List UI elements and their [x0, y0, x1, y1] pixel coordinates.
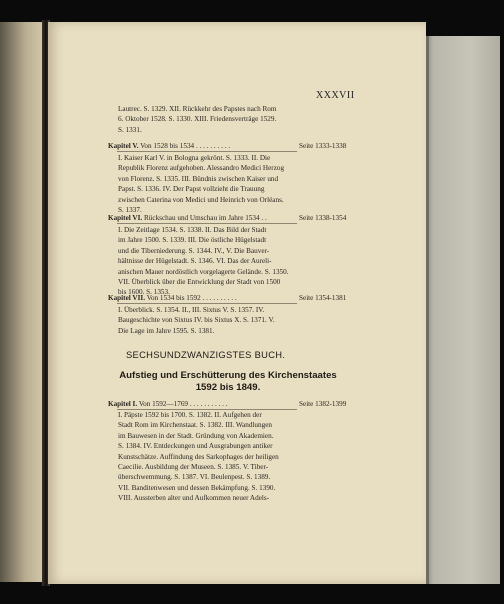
chapter-heading-i — [108, 399, 348, 409]
text-line: I. Päpste 1592 bis 1700. S. 1382. II. Aufgehen der — [118, 411, 262, 419]
rule — [117, 223, 297, 224]
page-number: XXXVII — [316, 90, 355, 101]
chapter-title: Von 1534 bis 1592 — [146, 294, 201, 302]
text-line: bis 1600. S. 1353. — [118, 288, 170, 297]
text-line: I. Die Zeitlage 1534. S. 1338. II. Das Bild der Stadt — [118, 226, 267, 234]
leader-dots: . . . . . . . . . . — [195, 142, 231, 150]
cover-shadow — [426, 36, 429, 584]
text-line: VII. Banditenwesen und dessen Bekämpfung. S. 1390. — [118, 483, 276, 492]
chapter-title: Rückschau und Umschau im Jahre 1534 — [144, 214, 260, 222]
chapter-title: Von 1592—1769 — [138, 400, 189, 408]
chapter-label: Kapitel I. — [108, 400, 138, 408]
text-line: Kunstschätze. Auffindung des Sarkophages der heiligen — [118, 452, 279, 461]
text-line: I. Überblick. S. 1354. II., III. Sixtus V. S. 1357. IV. — [118, 306, 265, 314]
chapter-label: Kapitel V. — [108, 142, 139, 150]
book-subtitle-line: 1592 bis 1849. — [195, 382, 261, 393]
rule — [117, 303, 297, 304]
leader-dots: . . — [261, 214, 267, 222]
text-line: S. 1337. — [118, 206, 142, 215]
left-page-edge — [0, 22, 46, 582]
text-line: Lautrec. S. 1329. XII. Rückkehr des Papstes nach Rom — [118, 105, 277, 113]
book-title: SECHSUNDZWANZIGSTES BUCH. — [126, 349, 286, 360]
book-cover-edge — [426, 36, 500, 584]
book-subtitle-line: Aufstieg und Erschütterung des Kirchenstaates — [119, 370, 337, 381]
text-line: Papst. S. 1336. IV. Der Papst vollzieht die Trauung — [118, 185, 265, 194]
text-line: überschwemmung. S. 1387. VI. Beulenpest. S. 1389. — [118, 473, 271, 482]
text-line: S. 1331. — [118, 125, 142, 134]
text-line: Baugeschichte von Sixtus IV. bis Sixtus X. S. 1371. V. — [118, 316, 275, 325]
chapter-pages: Seite 1338-1354 — [299, 214, 347, 222]
text-line: im Bauwesen in der Stadt. Gründung von Akademien. — [118, 431, 274, 440]
chapter-heading-v — [108, 141, 348, 151]
text-line: hältnisse der Hügelstadt. S. 1346. VI. Das der Aureli- — [118, 257, 272, 266]
chapter-summary-v — [118, 153, 298, 215]
text-line: Die Lage im Jahre 1595. S. 1381. — [118, 326, 215, 335]
text-line: im Jahre 1500. S. 1339. III. Die östliche Hügelstadt — [118, 236, 267, 245]
text-line: und die Tiberniederung. S. 1344. IV., V. Die Bauver- — [118, 246, 270, 255]
chapter-summary-vi — [118, 225, 298, 298]
text-line: S. 1384. IV. Entdeckungen und Ausgrabungen antiker — [118, 442, 273, 451]
text-line: VII. Überblick über die Entwicklung der Stadt von 1500 — [118, 278, 281, 287]
text-line: Stadt Rom im Kirchenstaat. S. 1382. III. Wandlungen — [118, 421, 272, 430]
text-line: 6. Oktober 1528. S. 1330. XIII. Friedensverträge 1529. — [118, 115, 277, 124]
text-line: Caecilie. Ausbildung der Museen. S. 1385. V. Tiber- — [118, 463, 269, 472]
chapter-summary-i — [118, 410, 298, 504]
text-line: von Florenz. S. 1335. III. Bündnis zwischen Kaiser und — [118, 174, 279, 183]
text-line: VIII. Aussterben alter und Aufkommen neuer Adels- — [118, 494, 270, 503]
text-line: I. Kaiser Karl V. in Bologna gekrönt. S. 1333. II. Die — [118, 154, 271, 162]
chapter-summary-vii — [118, 305, 298, 336]
text-line: zwischen Caterina von Medici und Heinrich von Orléans. — [118, 195, 284, 204]
prev-chapter-text — [118, 104, 298, 135]
chapter-pages: Seite 1333-1338 — [299, 142, 347, 150]
chapter-title: Von 1528 bis 1534 — [140, 142, 195, 150]
chapter-pages: Seite 1382-1399 — [299, 400, 347, 408]
text-line: Republik Florenz aufgehoben. Alessandro Medici Herzog — [118, 164, 285, 173]
leader-dots: . . . . . . . . . . — [202, 294, 237, 302]
text-line: anischen Mauer nordöstlich vorgelagerte Gelände. S. 1350. — [118, 267, 289, 276]
chapter-heading-vii — [108, 293, 348, 303]
chapter-pages: Seite 1354-1381 — [299, 294, 347, 302]
chapter-heading-vi — [108, 213, 348, 223]
leader-dots: . . . . . . . . . . . — [189, 400, 228, 408]
rule — [117, 151, 297, 152]
chapter-label: Kapitel VII. — [108, 294, 146, 302]
chapter-label: Kapitel VI. — [108, 214, 143, 222]
